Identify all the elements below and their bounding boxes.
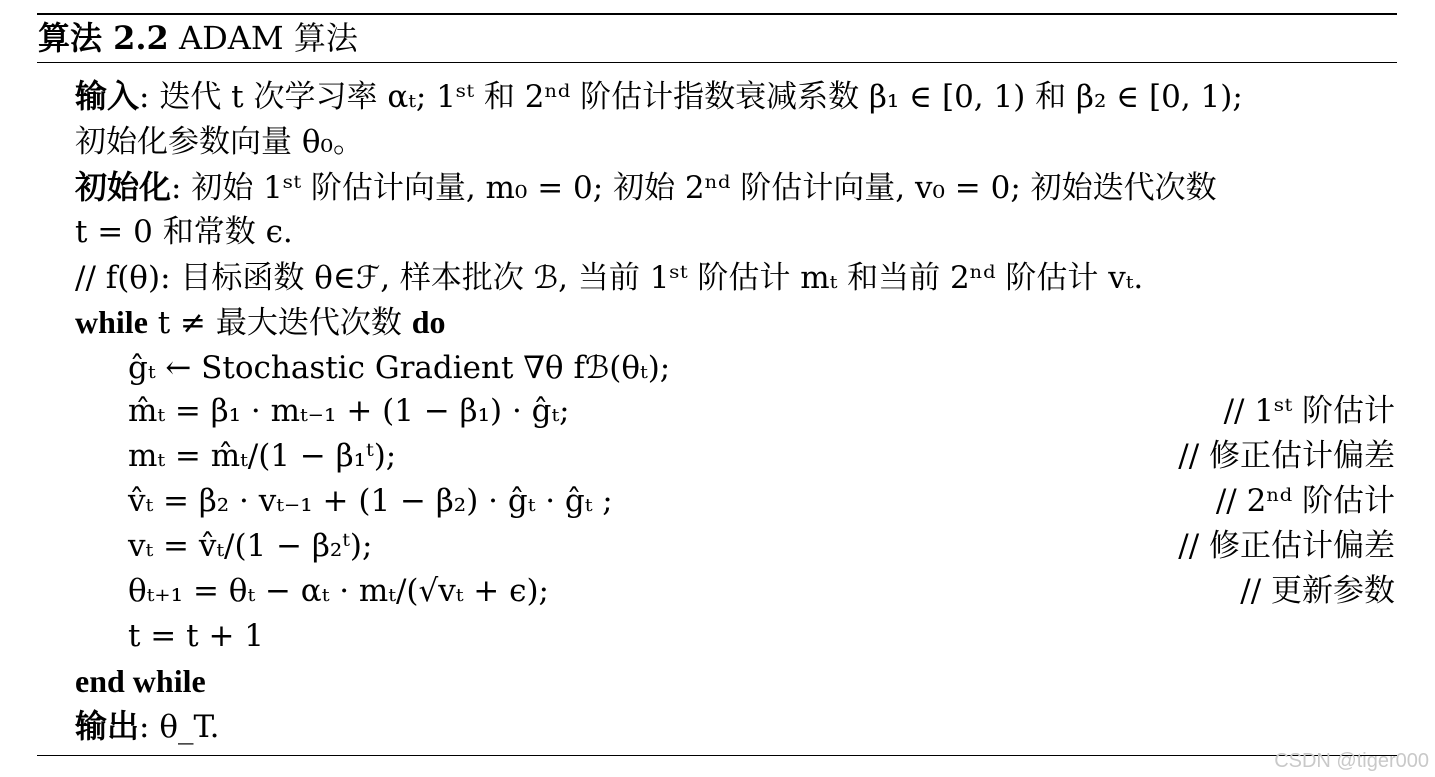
init-label: 初始化 bbox=[75, 169, 172, 205]
end-while: end while bbox=[75, 663, 206, 699]
while-keyword: while bbox=[75, 304, 148, 340]
init-text-1: : 初始 1ˢᵗ 阶估计向量, m₀ = 0; 初始 2ⁿᵈ 阶估计向量, v₀ = 0; 初始迭代次数 bbox=[171, 170, 1217, 206]
step-parameter-update: θₜ₊₁ = θₜ − αₜ · mₜ/(√vₜ + ϵ); bbox=[128, 573, 549, 609]
output-line bbox=[75, 704, 219, 749]
caption-title: ADAM 算法 bbox=[179, 19, 358, 57]
init-line-1 bbox=[75, 165, 1217, 210]
step-first-moment-corrected: mₜ = m̂ₜ/(1 − β₁ᵗ); bbox=[128, 438, 397, 474]
while-line bbox=[75, 300, 446, 345]
step-second-moment: v̂ₜ = β₂ · vₜ₋₁ + (1 − β₂) · ĝₜ · ĝₜ ; bbox=[128, 483, 613, 519]
step-increment: t = t + 1 bbox=[128, 618, 265, 654]
top-rule bbox=[37, 13, 1397, 15]
step-first-moment-comment: // 1ˢᵗ 阶估计 bbox=[1223, 393, 1395, 429]
bottom-rule bbox=[37, 755, 1397, 756]
do-keyword: do bbox=[411, 304, 446, 340]
input-line-2: 初始化参数向量 θ₀。 bbox=[75, 124, 364, 160]
step-first-moment: m̂ₜ = β₁ · mₜ₋₁ + (1 − β₁) · ĝₜ; bbox=[128, 393, 570, 429]
watermark: CSDN @tiger000 bbox=[1274, 750, 1429, 772]
while-condition: t ≠ 最大迭代次数 bbox=[147, 305, 412, 341]
step-first-moment-corrected-comment: // 修正估计偏差 bbox=[1178, 438, 1395, 474]
algorithm-caption bbox=[38, 18, 358, 58]
caption-label: 算法 2.2 bbox=[38, 19, 169, 57]
step-second-moment-corrected: vₜ = v̂ₜ/(1 − β₂ᵗ); bbox=[128, 528, 373, 564]
input-line-1 bbox=[75, 74, 1243, 119]
step-parameter-update-comment: // 更新参数 bbox=[1240, 573, 1395, 609]
init-line-2: t = 0 和常数 ϵ. bbox=[75, 214, 293, 250]
step-second-moment-comment: // 2ⁿᵈ 阶估计 bbox=[1215, 483, 1395, 519]
objective-comment: // f(θ): 目标函数 θ∈ℱ, 样本批次 ℬ, 当前 1ˢᵗ 阶估计 mₜ 和当前 2ⁿᵈ 阶估计 vₜ. bbox=[75, 260, 1144, 296]
input-label: 输入 bbox=[75, 78, 140, 114]
step-second-moment-corrected-comment: // 修正估计偏差 bbox=[1178, 528, 1395, 564]
output-label: 输出 bbox=[75, 708, 140, 744]
step-gradient: ĝₜ ← Stochastic Gradient ∇θ fℬ(θₜ); bbox=[128, 350, 671, 386]
output-value: : θ_T. bbox=[139, 709, 220, 745]
caption-rule bbox=[37, 62, 1397, 63]
input-text-1: : 迭代 t 次学习率 αₜ; 1ˢᵗ 和 2ⁿᵈ 阶估计指数衰减系数 β₁ ∈ [0, 1) 和 β₂ ∈ [0, 1); bbox=[139, 79, 1243, 115]
